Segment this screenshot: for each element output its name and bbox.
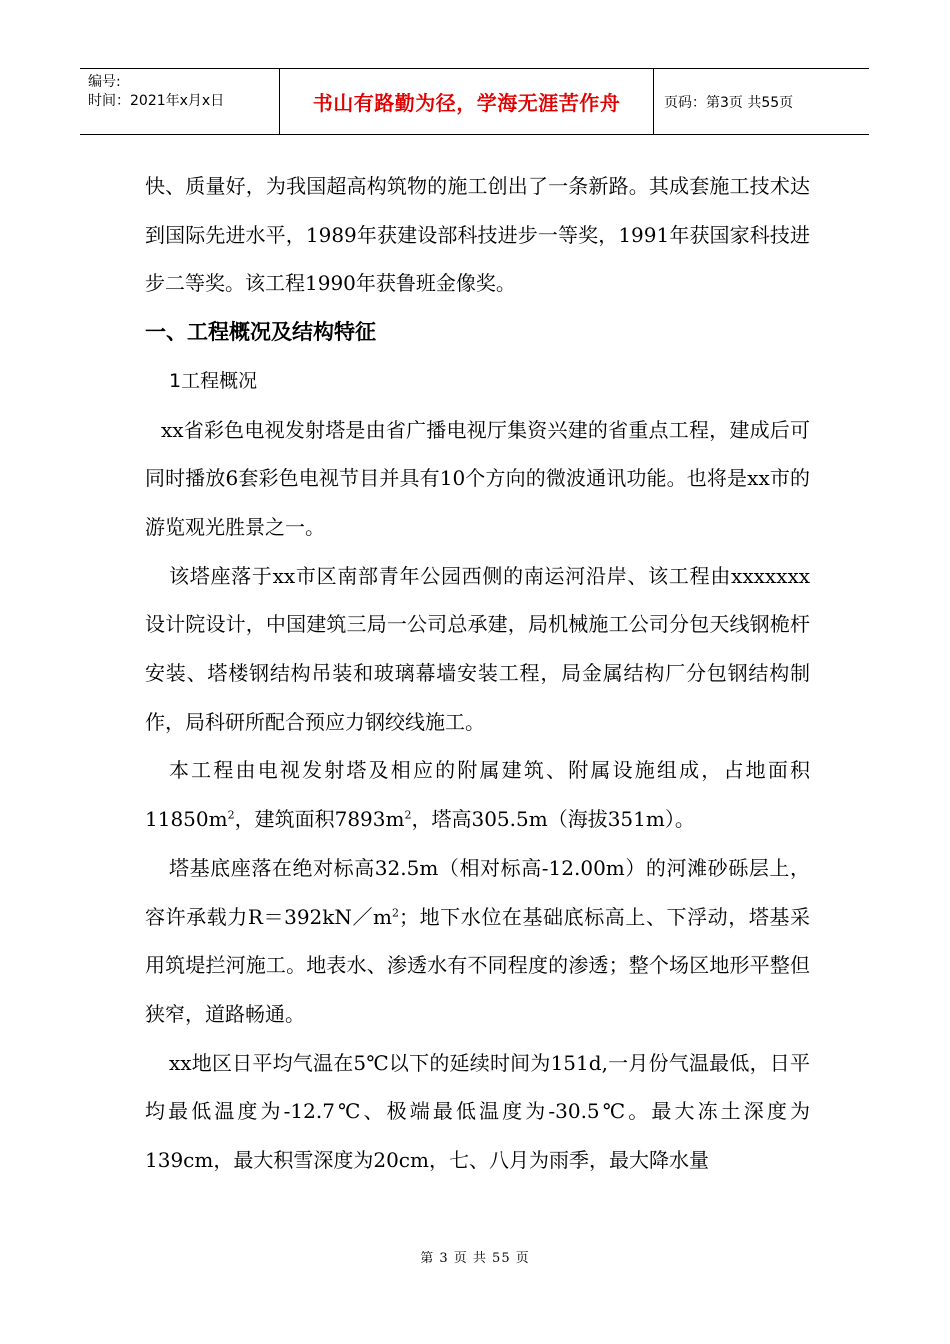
foundation-text-b: ；地下水位在基础底标高上、下浮动，塔基采用筑堤拦河施工。地表水、渗透水有不同程度的渗透；整个场区地形平整但狭窄，道路畅通。 — [145, 904, 810, 1026]
area-text-c: ，塔高305.5m（海拔351m）。 — [411, 807, 695, 832]
header-motto-cell — [280, 69, 654, 134]
paragraph-foundation — [145, 844, 810, 1039]
page-footer: 第 3 页 共 55 页 — [420, 1251, 530, 1266]
foundation-text-a: 塔基底座落在绝对标高32.5m（相对标高-12.00m）的河滩砂砾层上，容许承载力R＝392kN／m — [145, 855, 810, 929]
area-superscript-1: 2 — [227, 808, 235, 822]
header-motto: 书山有路勤为径，学海无涯苦作舟 — [312, 91, 621, 115]
header-meta-cell — [80, 69, 280, 134]
document-number-label: 编号: — [88, 74, 121, 90]
paragraph-continuation: 快、质量好，为我国超高构筑物的施工创出了一条新路。其成套施工技术达到国际先进水平，1989年获建设部科技进步一等奖，1991年获国家科技进步二等奖。该工程1990年获鲁班金像奖。 — [145, 174, 810, 296]
foundation-superscript: 2 — [392, 905, 400, 919]
paragraph-climate: xx地区日平均气温在5℃以下的延续时间为151d,一月份气温最低，日平均最低温度为-12.7℃、极端最低温度为-30.5℃。最大冻土深度为139cm，最大积雪深度为20cm，七、八月为雨季，最大降水量 — [145, 1050, 810, 1173]
area-text-a: 本工程由电视发射塔及相应的附属建筑、附属设施组成，占地面积11850m — [145, 758, 810, 832]
area-text-b: ，建筑面积7893m — [234, 807, 405, 832]
header-page-cell — [654, 69, 869, 134]
subsection-heading: 1工程概况 — [169, 369, 258, 392]
area-superscript-2: 2 — [404, 808, 412, 822]
header-table — [80, 68, 869, 135]
document-date-label: 时间：2021年x月x日 — [88, 93, 225, 109]
document-body — [145, 162, 810, 1185]
paragraph-location: 该塔座落于xx市区南部青年公园西侧的南运河沿岸、该工程由xxxxxxx设计院设计，中国建筑三局一公司总承建，局机械施工公司分包天线钢桅杆安装、塔楼钢结构吊装和玻璃幕墙安装工程，局金属结构厂分包钢结构制作，局科研所配合预应力钢绞线施工。 — [145, 563, 810, 734]
paragraph-overview: xx省彩色电视发射塔是由省广播电视厅集资兴建的省重点工程，建成后可同时播放6套彩色电视节目并具有10个方向的微波通讯功能。也将是xx市的游览观光胜景之一。 — [145, 417, 810, 539]
header-page-number: 页码：第3页 共55页 — [664, 94, 794, 111]
paragraph-area — [145, 746, 810, 843]
section-heading: 一、工程概况及结构特征 — [145, 320, 376, 345]
